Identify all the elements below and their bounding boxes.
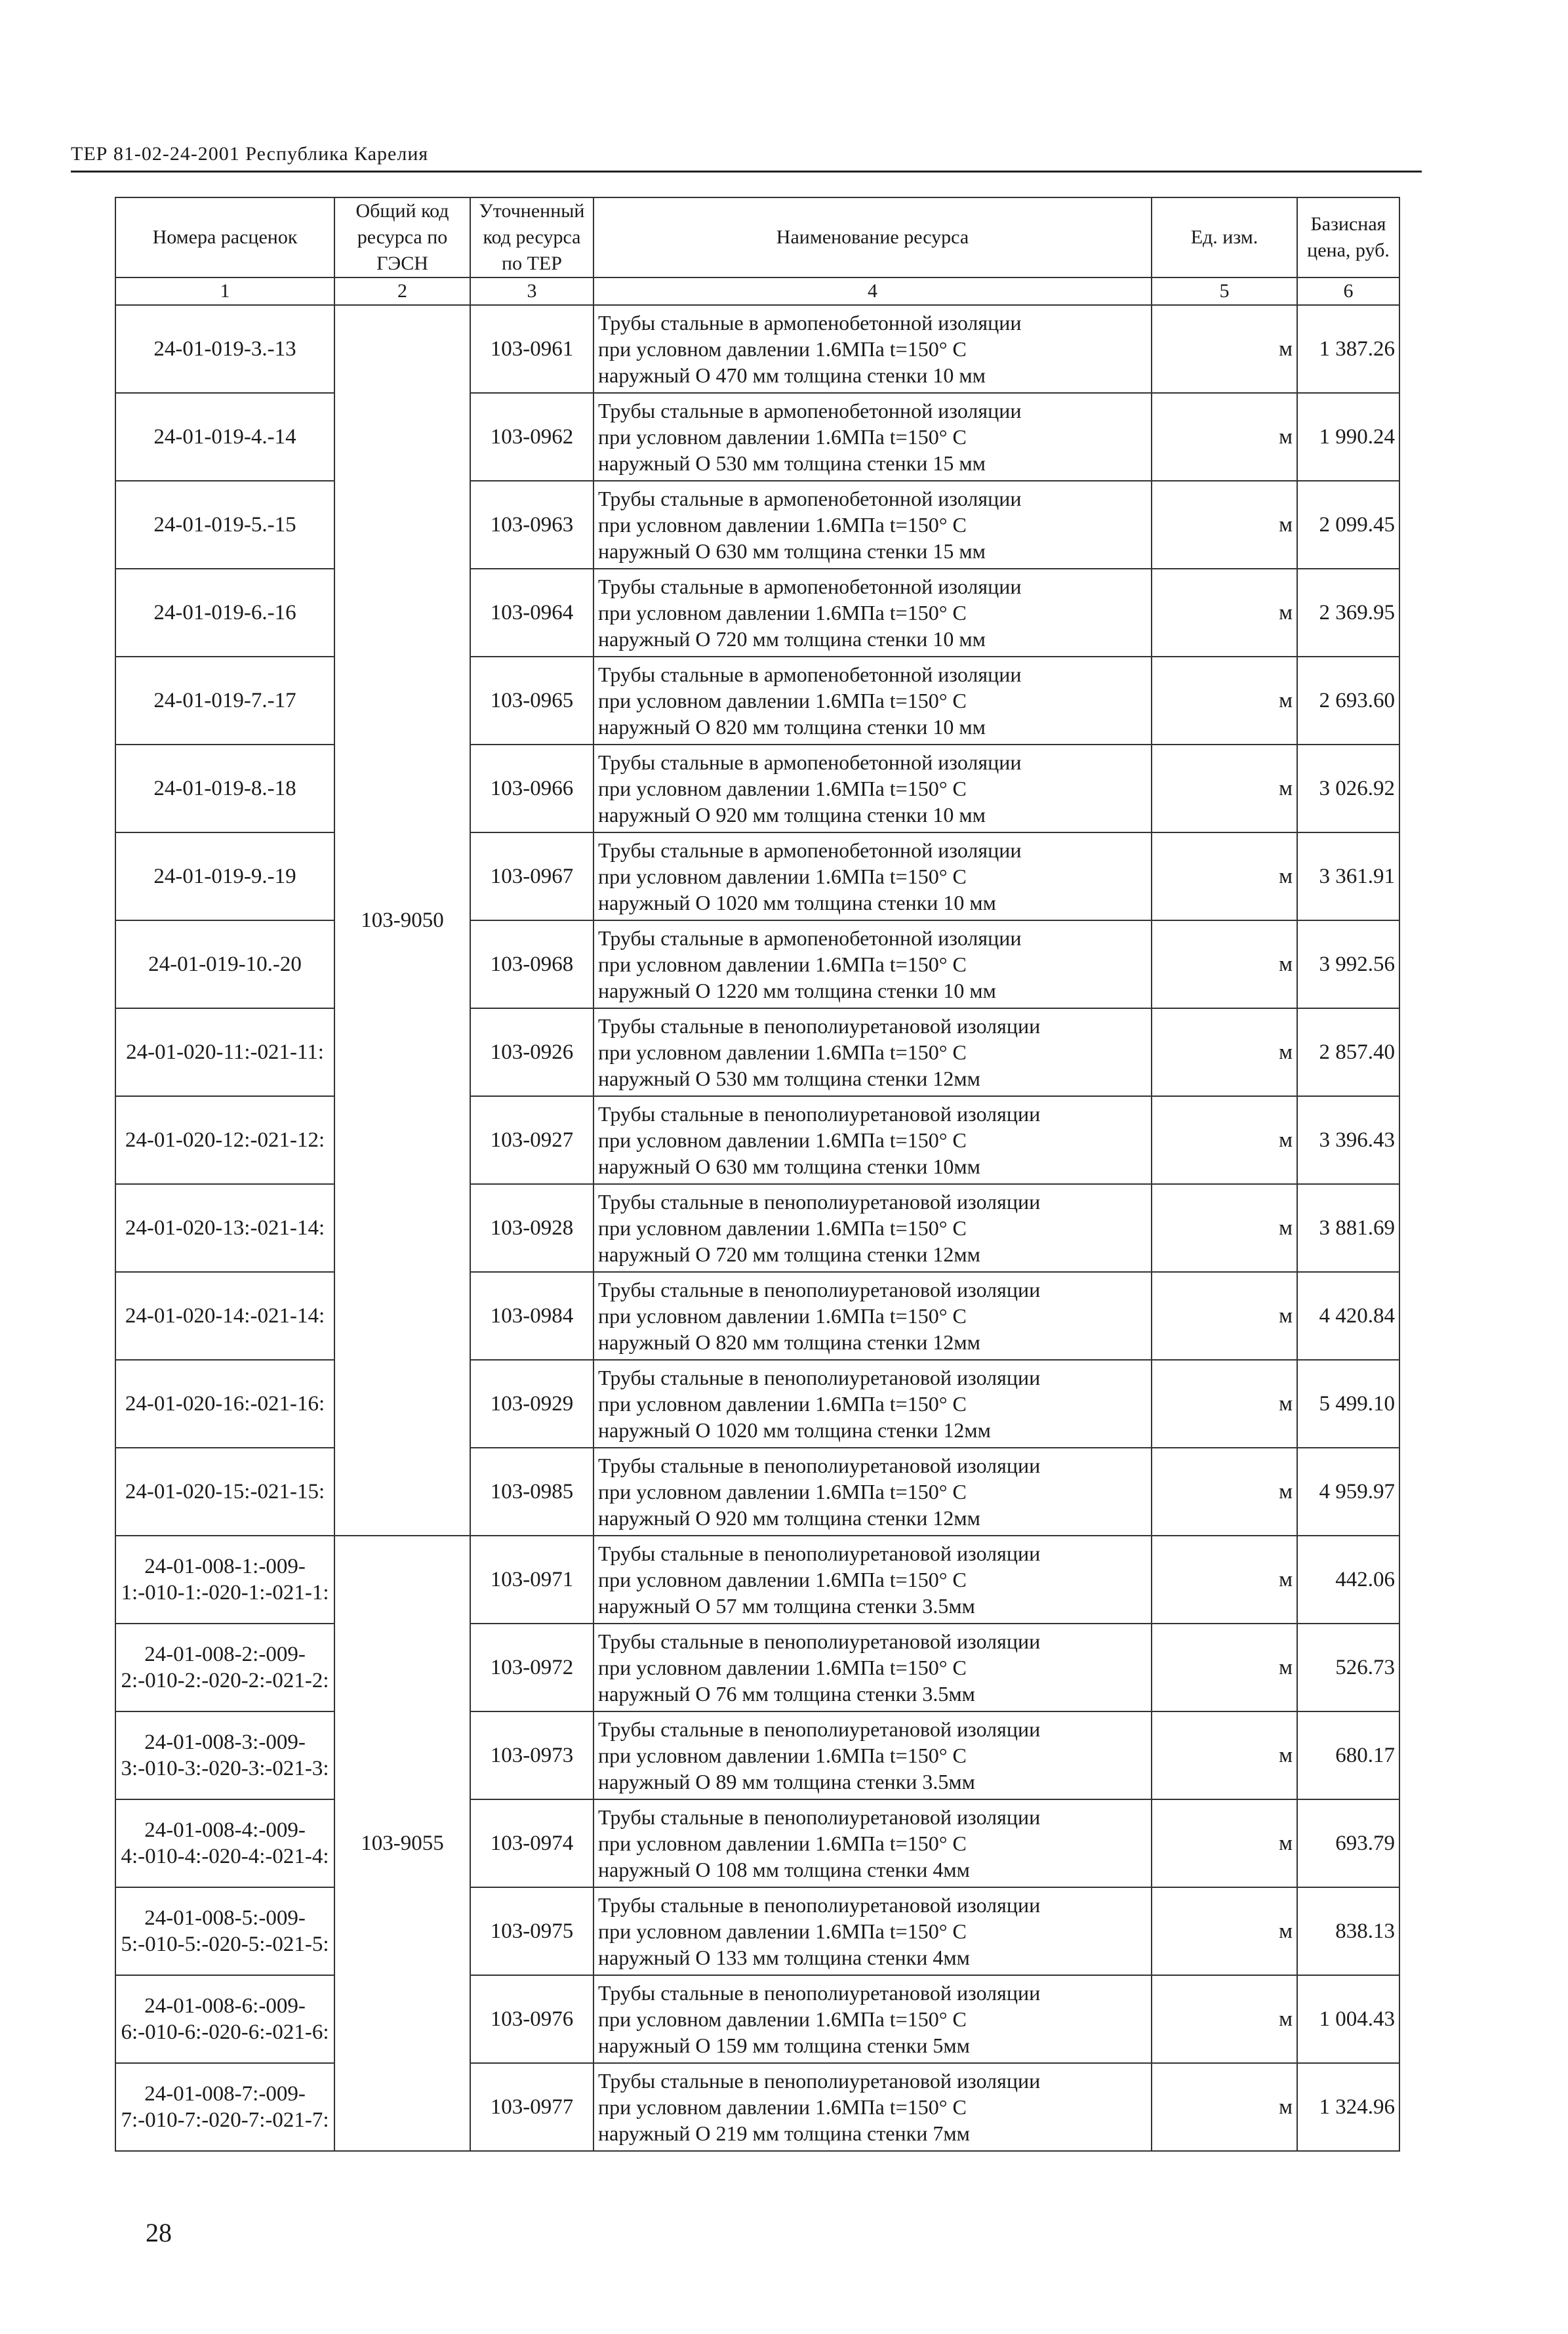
unit-cell: м (1152, 1448, 1297, 1536)
col-header-ter-code: Уточненный код ресурса по ТЕР (470, 197, 593, 277)
resource-name-line: наружный O 820 мм толщина стенки 10 мм (598, 715, 986, 739)
resource-name-line: при условном давлении 1.6МПа t=150° С (598, 1128, 967, 1152)
resource-name-line: наружный O 920 мм толщина стенки 10 мм (598, 803, 986, 827)
price-cell: 3 026.92 (1297, 745, 1399, 832)
ter-code-cell: 103-0965 (470, 657, 593, 745)
resource-name-line: при условном давлении 1.6МПа t=150° С (598, 601, 967, 624)
resource-name-cell (593, 305, 1152, 393)
resource-name-line: наружный O 1020 мм толщина стенки 10 мм (598, 891, 996, 914)
resource-name-line: Трубы стальные в пенополиуретановой изоляции (598, 1454, 1041, 1477)
resource-name-line: наружный O 530 мм толщина стенки 15 мм (598, 451, 986, 475)
resource-name-line: при условном давлении 1.6МПа t=150° С (598, 1392, 967, 1416)
price-cell: 3 992.56 (1297, 920, 1399, 1008)
resource-name-line: при условном давлении 1.6МПа t=150° С (598, 1480, 967, 1504)
price-cell: 838.13 (1297, 1887, 1399, 1975)
table-row (115, 1184, 1399, 1272)
ter-code-cell: 103-0974 (470, 1799, 593, 1887)
price-cell: 526.73 (1297, 1624, 1399, 1711)
table-row (115, 920, 1399, 1008)
resource-name-line: при условном давлении 1.6МПа t=150° С (598, 1919, 967, 1943)
table-row (115, 1711, 1399, 1799)
unit-cell: м (1152, 1887, 1297, 1975)
ter-code-cell: 103-0984 (470, 1272, 593, 1360)
resource-name-line: наружный O 219 мм толщина стенки 7мм (598, 2121, 970, 2145)
resource-name-cell (593, 1887, 1152, 1975)
unit-cell: м (1152, 1711, 1297, 1799)
resource-name-line: Трубы стальные в пенополиуретановой изоляции (598, 1629, 1041, 1653)
column-number: 2 (334, 277, 470, 305)
rate-number-cell: 24-01-020-15:-021-15: (115, 1448, 334, 1536)
resource-name-line: наружный O 57 мм толщина стенки 3.5мм (598, 1594, 975, 1618)
resource-name-cell (593, 1536, 1152, 1624)
page-number: 28 (146, 2218, 172, 2247)
rate-number-cell: 24-01-020-14:-021-14: (115, 1272, 334, 1360)
unit-cell: м (1152, 305, 1297, 393)
price-cell: 2 693.60 (1297, 657, 1399, 745)
resource-name-line: Трубы стальные в пенополиуретановой изоляции (598, 1190, 1041, 1214)
gesn-group-code-cell: 103-9050 (334, 305, 470, 1536)
unit-cell: м (1152, 1536, 1297, 1624)
resource-name-line: при условном давлении 1.6МПа t=150° С (598, 1832, 967, 1855)
resource-table (115, 197, 1400, 2152)
resource-name-line: наружный O 920 мм толщина стенки 12мм (598, 1506, 980, 1530)
resource-name-line: наружный O 630 мм толщина стенки 15 мм (598, 539, 986, 563)
ter-code-cell: 103-0964 (470, 569, 593, 657)
unit-cell: м (1152, 1184, 1297, 1272)
table-row (115, 745, 1399, 832)
rate-number-cell: 24-01-008-5:-009-5:-010-5:-020-5:-021-5: (115, 1887, 334, 1975)
table-row (115, 305, 1399, 393)
table-row (115, 1975, 1399, 2063)
price-cell: 442.06 (1297, 1536, 1399, 1624)
resource-name-line: наружный O 133 мм толщина стенки 4мм (598, 1946, 970, 1969)
unit-cell: м (1152, 1096, 1297, 1184)
resource-name-line: Трубы стальные в пенополиуретановой изоляции (598, 1981, 1041, 2005)
resource-name-line: наружный O 159 мм толщина стенки 5мм (598, 2034, 970, 2057)
resource-name-line: наружный O 1220 мм толщина стенки 10 мм (598, 979, 996, 1002)
resource-name-line: Трубы стальные в пенополиуретановой изоляции (598, 1805, 1041, 1829)
table-row (115, 1799, 1399, 1887)
rate-number-cell: 24-01-008-4:-009-4:-010-4:-020-4:-021-4: (115, 1799, 334, 1887)
resource-name-line: Трубы стальные в армопенобетонной изоляции (598, 663, 1022, 686)
resource-name-line: наружный O 1020 мм толщина стенки 12мм (598, 1418, 991, 1442)
resource-name-line: Трубы стальные в пенополиуретановой изоляции (598, 1278, 1041, 1301)
resource-name-cell (593, 1975, 1152, 2063)
table-row (115, 657, 1399, 745)
unit-cell: м (1152, 920, 1297, 1008)
ter-code-cell: 103-0973 (470, 1711, 593, 1799)
col-header-gesn-code: Общий код ресурса по ГЭСН (334, 197, 470, 277)
resource-name-line: при условном давлении 1.6МПа t=150° С (598, 777, 967, 800)
resource-name-line: при условном давлении 1.6МПа t=150° С (598, 513, 967, 537)
resource-name-line: при условном давлении 1.6МПа t=150° С (598, 689, 967, 712)
table-header-row (115, 197, 1399, 277)
resource-name-line: Трубы стальные в армопенобетонной изоляции (598, 575, 1022, 598)
column-number: 3 (470, 277, 593, 305)
resource-name-line: наружный O 530 мм толщина стенки 12мм (598, 1067, 980, 1090)
resource-name-line: при условном давлении 1.6МПа t=150° С (598, 1656, 967, 1679)
table-row (115, 1887, 1399, 1975)
ter-code-cell: 103-0976 (470, 1975, 593, 2063)
resource-name-line: наружный O 720 мм толщина стенки 12мм (598, 1242, 980, 1266)
rate-number-cell: 24-01-020-16:-021-16: (115, 1360, 334, 1448)
rate-number-cell: 24-01-008-6:-009-6:-010-6:-020-6:-021-6: (115, 1975, 334, 2063)
resource-name-cell (593, 1272, 1152, 1360)
resource-name-cell (593, 1184, 1152, 1272)
table-row (115, 1360, 1399, 1448)
resource-name-line: наружный O 630 мм толщина стенки 10мм (598, 1155, 980, 1178)
ter-code-cell: 103-0929 (470, 1360, 593, 1448)
resource-name-line: Трубы стальные в пенополиуретановой изоляции (598, 1542, 1041, 1565)
unit-cell: м (1152, 832, 1297, 920)
rate-number-cell: 24-01-020-12:-021-12: (115, 1096, 334, 1184)
resource-name-cell (593, 832, 1152, 920)
unit-cell: м (1152, 393, 1297, 481)
unit-cell: м (1152, 1272, 1297, 1360)
resource-name-line: наружный O 108 мм толщина стенки 4мм (598, 1858, 970, 1881)
rate-number-cell: 24-01-019-3.-13 (115, 305, 334, 393)
resource-name-cell (593, 393, 1152, 481)
rate-number-cell: 24-01-008-2:-009-2:-010-2:-020-2:-021-2: (115, 1624, 334, 1711)
resource-name-cell (593, 1448, 1152, 1536)
col-header-resource-name: Наименование ресурса (593, 197, 1152, 277)
rate-number-cell: 24-01-020-11:-021-11: (115, 1008, 334, 1096)
resource-name-line: наружный O 89 мм толщина стенки 3.5мм (598, 1770, 975, 1793)
rate-number-cell: 24-01-008-7:-009-7:-010-7:-020-7:-021-7: (115, 2063, 334, 2151)
resource-name-line: Трубы стальные в пенополиуретановой изоляции (598, 1102, 1041, 1126)
resource-name-line: наружный O 76 мм толщина стенки 3.5мм (598, 1682, 975, 1706)
resource-name-line: Трубы стальные в пенополиуретановой изоляции (598, 1366, 1041, 1389)
price-cell: 1 387.26 (1297, 305, 1399, 393)
price-cell: 3 361.91 (1297, 832, 1399, 920)
table-row (115, 1624, 1399, 1711)
ter-code-cell: 103-0985 (470, 1448, 593, 1536)
col-header-unit: Ед. изм. (1152, 197, 1297, 277)
rate-number-cell: 24-01-019-8.-18 (115, 745, 334, 832)
resource-name-line: при условном давлении 1.6МПа t=150° С (598, 952, 967, 976)
column-number-row (115, 277, 1399, 305)
ter-code-cell: 103-0968 (470, 920, 593, 1008)
resource-name-cell (593, 1008, 1152, 1096)
table-row (115, 1448, 1399, 1536)
resource-name-line: наружный O 720 мм толщина стенки 10 мм (598, 627, 986, 651)
resource-name-line: Трубы стальные в армопенобетонной изоляции (598, 750, 1022, 774)
column-number: 4 (593, 277, 1152, 305)
resource-name-line: Трубы стальные в армопенобетонной изоляции (598, 926, 1022, 950)
price-cell: 693.79 (1297, 1799, 1399, 1887)
price-cell: 3 396.43 (1297, 1096, 1399, 1184)
resource-name-line: при условном давлении 1.6МПа t=150° С (598, 425, 967, 449)
unit-cell: м (1152, 1799, 1297, 1887)
rate-number-cell: 24-01-008-1:-009-1:-010-1:-020-1:-021-1: (115, 1536, 334, 1624)
resource-name-line: Трубы стальные в пенополиуретановой изоляции (598, 1717, 1041, 1741)
unit-cell: м (1152, 1975, 1297, 2063)
rate-number-cell: 24-01-020-13:-021-14: (115, 1184, 334, 1272)
unit-cell: м (1152, 657, 1297, 745)
ter-code-cell: 103-0967 (470, 832, 593, 920)
unit-cell: м (1152, 1008, 1297, 1096)
rate-number-cell: 24-01-019-5.-15 (115, 481, 334, 569)
column-number: 6 (1297, 277, 1399, 305)
ter-code-cell: 103-0963 (470, 481, 593, 569)
ter-code-cell: 103-0927 (470, 1096, 593, 1184)
resource-name-line: при условном давлении 1.6МПа t=150° С (598, 1304, 967, 1328)
resource-name-line: Трубы стальные в пенополиуретановой изоляции (598, 2069, 1041, 2093)
rate-number-cell: 24-01-019-7.-17 (115, 657, 334, 745)
resource-name-cell (593, 1624, 1152, 1711)
ter-code-cell: 103-0975 (470, 1887, 593, 1975)
ter-code-cell: 103-0971 (470, 1536, 593, 1624)
price-cell: 1 004.43 (1297, 1975, 1399, 2063)
rate-number-cell: 24-01-019-6.-16 (115, 569, 334, 657)
ter-code-cell: 103-0961 (470, 305, 593, 393)
resource-name-line: при условном давлении 1.6МПа t=150° С (598, 337, 967, 361)
ter-code-cell: 103-0977 (470, 2063, 593, 2151)
table-row (115, 1096, 1399, 1184)
gesn-group-code-cell: 103-9055 (334, 1536, 470, 2151)
price-cell: 3 881.69 (1297, 1184, 1399, 1272)
price-cell: 2 099.45 (1297, 481, 1399, 569)
resource-name-cell (593, 1711, 1152, 1799)
ter-code-cell: 103-0966 (470, 745, 593, 832)
table-row (115, 393, 1399, 481)
price-cell: 5 499.10 (1297, 1360, 1399, 1448)
ter-code-cell: 103-0926 (470, 1008, 593, 1096)
ter-code-cell: 103-0972 (470, 1624, 593, 1711)
table-row (115, 1536, 1399, 1624)
header-rule (71, 171, 1422, 173)
resource-name-cell (593, 2063, 1152, 2151)
column-number: 5 (1152, 277, 1297, 305)
price-cell: 2 857.40 (1297, 1008, 1399, 1096)
resource-name-cell (593, 745, 1152, 832)
ter-code-cell: 103-0962 (470, 393, 593, 481)
resource-name-line: Трубы стальные в армопенобетонной изоляции (598, 838, 1022, 862)
unit-cell: м (1152, 569, 1297, 657)
resource-name-line: наружный O 820 мм толщина стенки 12мм (598, 1330, 980, 1354)
resource-name-line: при условном давлении 1.6МПа t=150° С (598, 1744, 967, 1767)
price-cell: 4 959.97 (1297, 1448, 1399, 1536)
rate-number-cell: 24-01-019-4.-14 (115, 393, 334, 481)
resource-name-line: Трубы стальные в пенополиуретановой изоляции (598, 1893, 1041, 1917)
rate-number-cell: 24-01-019-10.-20 (115, 920, 334, 1008)
table-row (115, 832, 1399, 920)
price-cell: 1 324.96 (1297, 2063, 1399, 2151)
table-row (115, 1008, 1399, 1096)
resource-name-cell (593, 481, 1152, 569)
resource-name-line: Трубы стальные в армопенобетонной изоляции (598, 487, 1022, 510)
column-number: 1 (115, 277, 334, 305)
resource-name-line: Трубы стальные в армопенобетонной изоляции (598, 311, 1022, 335)
document-header: ТЕР 81-02-24-2001 Республика Карелия (71, 143, 429, 165)
table-row (115, 1272, 1399, 1360)
resource-name-line: при условном давлении 1.6МПа t=150° С (598, 2007, 967, 2031)
unit-cell: м (1152, 1624, 1297, 1711)
resource-name-line: Трубы стальные в пенополиуретановой изоляции (598, 1014, 1041, 1038)
resource-name-line: Трубы стальные в армопенобетонной изоляции (598, 399, 1022, 422)
resource-name-line: при условном давлении 1.6МПа t=150° С (598, 1216, 967, 1240)
table-row (115, 2063, 1399, 2151)
ter-code-cell: 103-0928 (470, 1184, 593, 1272)
unit-cell: м (1152, 2063, 1297, 2151)
unit-cell: м (1152, 481, 1297, 569)
rate-number-cell: 24-01-008-3:-009-3:-010-3:-020-3:-021-3: (115, 1711, 334, 1799)
resource-name-line: при условном давлении 1.6МПа t=150° С (598, 1568, 967, 1591)
rate-number-cell: 24-01-019-9.-19 (115, 832, 334, 920)
resource-name-line: при условном давлении 1.6МПа t=150° С (598, 865, 967, 888)
col-header-rate-numbers: Номера расценок (115, 197, 334, 277)
resource-name-line: при условном давлении 1.6МПа t=150° С (598, 1040, 967, 1064)
resource-name-cell (593, 1360, 1152, 1448)
resource-name-cell (593, 920, 1152, 1008)
table-row (115, 569, 1399, 657)
unit-cell: м (1152, 1360, 1297, 1448)
resource-name-cell (593, 1096, 1152, 1184)
price-cell: 680.17 (1297, 1711, 1399, 1799)
unit-cell: м (1152, 745, 1297, 832)
col-header-base-price: Базисная цена, руб. (1297, 197, 1399, 277)
resource-name-cell (593, 657, 1152, 745)
resource-name-cell (593, 1799, 1152, 1887)
resource-name-line: при условном давлении 1.6МПа t=150° С (598, 2095, 967, 2119)
price-cell: 4 420.84 (1297, 1272, 1399, 1360)
resource-name-line: наружный O 470 мм толщина стенки 10 мм (598, 363, 986, 387)
price-cell: 1 990.24 (1297, 393, 1399, 481)
price-cell: 2 369.95 (1297, 569, 1399, 657)
table-row (115, 481, 1399, 569)
resource-name-cell (593, 569, 1152, 657)
